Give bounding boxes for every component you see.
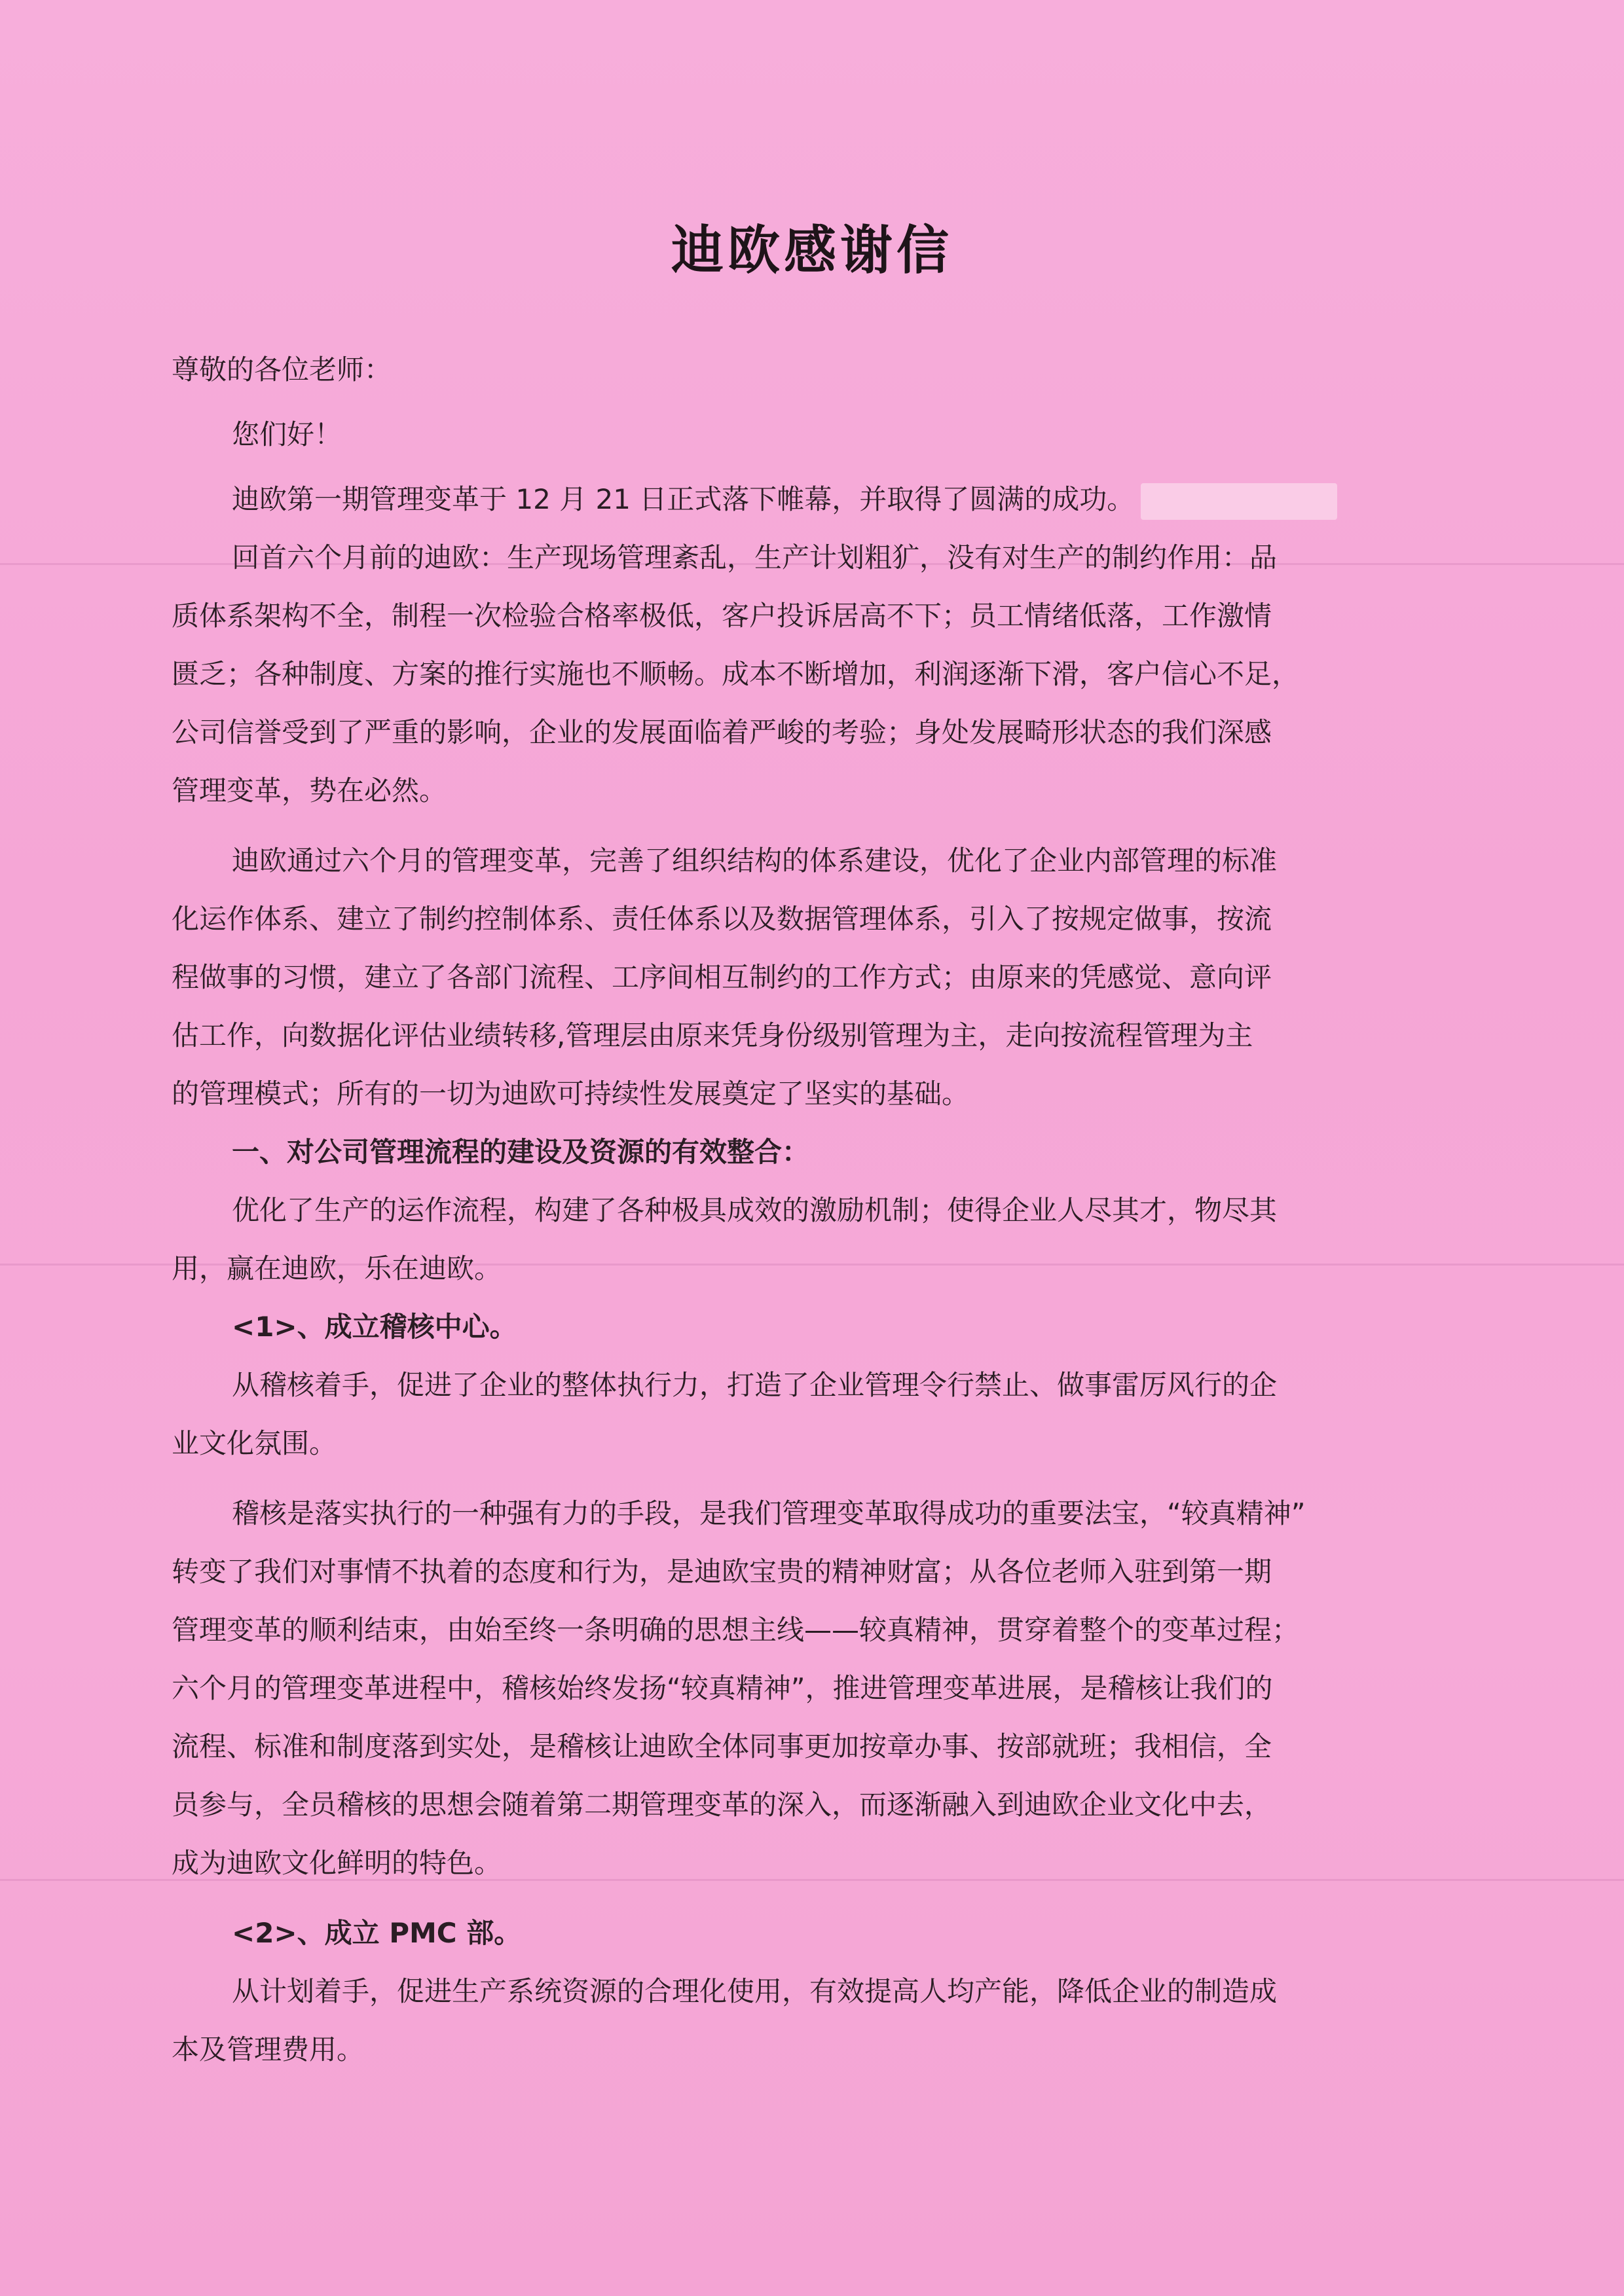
paragraph-5: [172, 1356, 1475, 1472]
redacted-area: [1141, 483, 1337, 520]
paragraph-line: 迪欧通过六个月的管理变革，完善了组织结构的体系建设，优化了企业内部管理的标准: [232, 845, 1278, 877]
paragraph-line: 本及管理费用。: [172, 2033, 365, 2066]
paragraph-line: 质体系架构不全，制程一次检验合格率极低，客户投诉居高不下；员工情绪低落，工作激情: [172, 600, 1272, 632]
paragraph-line: 管理变革的顺利结束，由始至终一条明确的思想主线——较真精神，贯穿着整个的变革过程；: [172, 1614, 1300, 1646]
paragraph-line: 用，赢在迪欧，乐在迪欧。: [172, 1252, 502, 1285]
paragraph-line: 流程、标准和制度落到实处，是稽核让迪欧全体同事更加按章办事、按部就班；我相信，全: [172, 1730, 1272, 1762]
paragraph-4: [172, 1181, 1475, 1298]
paragraph-7: [172, 1962, 1475, 2079]
paragraph-6: [172, 1484, 1475, 1892]
letter-title: 迪欧感谢信: [671, 219, 953, 281]
paragraph-line: 业文化氛围。: [172, 1427, 337, 1459]
paragraph-line: 转变了我们对事情不执着的态度和行为，是迪欧宝贵的精神财富；从各位老师入驻到第一期: [172, 1556, 1272, 1588]
paragraph-line: 管理变革，势在必然。: [172, 774, 447, 807]
paragraph-line: 估工作，向数据化评估业绩转移,管理层由原来凭身份级别管理为主，走向按流程管理为主: [172, 1019, 1253, 1051]
paragraph-1-text: 迪欧第一期管理变革于 12 月 21 日正式落下帷幕，并取得了圆满的成功。: [232, 483, 1135, 515]
paragraph-line: 稽核是落实执行的一种强有力的手段，是我们管理变革取得成功的重要法宝，“较真精神”: [232, 1497, 1306, 1529]
paragraph-line: 匮乏；各种制度、方案的推行实施也不顺畅。成本不断增加，利润逐渐下滑，客户信心不足，: [172, 658, 1300, 690]
paragraph-line: 成为迪欧文化鲜明的特色。: [172, 1847, 502, 1879]
paragraph-line: 程做事的习惯，建立了各部门流程、工序间相互制约的工作方式；由原来的凭感觉、意向评: [172, 961, 1272, 993]
paragraph-line: 化运作体系、建立了制约控制体系、责任体系以及数据管理体系，引入了按规定做事，按流: [172, 903, 1272, 935]
letter-body: [172, 340, 1475, 2079]
paragraph-line: 从计划着手，促进生产系统资源的合理化使用，有效提高人均产能，降低企业的制造成: [232, 1975, 1278, 2007]
greeting: 您们好！: [232, 418, 342, 450]
paragraph-3: [172, 831, 1475, 1123]
paragraph-line: 员参与，全员稽核的思想会随着第二期管理变革的深入，而逐渐融入到迪欧企业文化中去，: [172, 1789, 1272, 1821]
salutation: 尊敬的各位老师：: [172, 354, 392, 386]
paragraph-line: 回首六个月前的迪欧：生产现场管理紊乱，生产计划粗犷，没有对生产的制约作用：品: [232, 541, 1278, 574]
paragraph-line: 的管理模式；所有的一切为迪欧可持续性发展奠定了坚实的基础。: [172, 1078, 970, 1110]
paragraph-line: 优化了生产的运作流程，构建了各种极具成效的激励机制；使得企业人尽其才，物尽其: [232, 1194, 1278, 1226]
paragraph-1: [172, 470, 1475, 528]
subsection-2-heading: <2>、成立 PMC 部。: [232, 1917, 522, 1949]
subsection-1-heading: <1>、成立稽核中心。: [232, 1311, 517, 1343]
paragraph-2: [172, 528, 1475, 820]
paragraph-line: 公司信誉受到了严重的影响，企业的发展面临着严峻的考验；身处发展畸形状态的我们深感: [172, 716, 1272, 748]
paragraph-line: 六个月的管理变革进程中，稽核始终发扬“较真精神”，推进管理变革进展，是稽核让我们的: [172, 1672, 1273, 1704]
paragraph-line: 从稽核着手，促进了企业的整体执行力，打造了企业管理令行禁止、做事雷厉风行的企: [232, 1369, 1278, 1401]
section-1-heading: 一、对公司管理流程的建设及资源的有效整合：: [232, 1136, 810, 1168]
